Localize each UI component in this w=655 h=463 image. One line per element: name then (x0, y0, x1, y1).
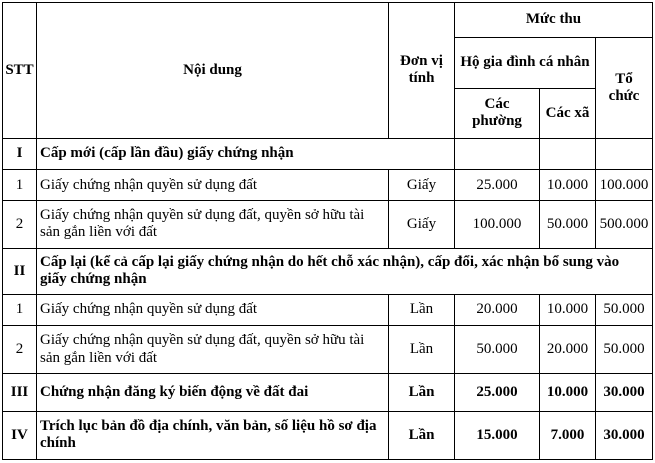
row-xa: 10.000 (540, 170, 596, 201)
row-phuong: 25.000 (455, 374, 540, 411)
row-unit: Lần (389, 411, 455, 459)
header-don-vi-tinh: Đơn vị tính (389, 3, 455, 139)
row-xa: 50.000 (540, 201, 596, 248)
row-phuong: 100.000 (455, 201, 540, 248)
section-stt: IV (3, 411, 37, 459)
header-cac-xa: Các xã (540, 88, 596, 138)
table-row (3, 170, 653, 201)
row-stt: 1 (3, 170, 37, 201)
section-stt: II (3, 248, 37, 294)
empty-cell (540, 138, 596, 169)
empty-cell (596, 138, 653, 169)
row-xa: 7.000 (540, 411, 596, 459)
row-to-chuc: 50.000 (596, 294, 653, 325)
row-content: Trích lục bản đồ địa chính, văn bản, số liệu hồ sơ địa chính (37, 411, 389, 459)
row-content: Giấy chứng nhận quyền sử dụng đất, quyền sở hữu tài sản gắn liền với đất (37, 326, 389, 374)
row-to-chuc: 30.000 (596, 374, 653, 411)
row-to-chuc: 100.000 (596, 170, 653, 201)
row-phuong: 20.000 (455, 294, 540, 325)
row-unit: Lần (389, 294, 455, 325)
header-noi-dung: Nội dung (37, 3, 389, 139)
row-to-chuc: 30.000 (596, 411, 653, 459)
row-content: Chứng nhận đăng ký biến động về đất đai (37, 374, 389, 411)
header-to-chuc: Tổ chức (596, 38, 653, 139)
row-unit: Giấy (389, 201, 455, 248)
row-xa: 20.000 (540, 326, 596, 374)
header-stt: STT (3, 3, 37, 139)
header-row-1 (3, 3, 653, 38)
row-unit: Giấy (389, 170, 455, 201)
row-content: Giấy chứng nhận quyền sử dụng đất, quyền sở hữu tài sản gắn liền với đất (37, 201, 389, 248)
row-stt: 1 (3, 294, 37, 325)
section-row-II (3, 248, 653, 294)
row-xa: 10.000 (540, 374, 596, 411)
row-phuong: 50.000 (455, 326, 540, 374)
table-row (3, 201, 653, 248)
row-to-chuc: 500.000 (596, 201, 653, 248)
row-content: Giấy chứng nhận quyền sử dụng đất (37, 294, 389, 325)
row-unit: Lần (389, 374, 455, 411)
row-unit: Lần (389, 326, 455, 374)
section-row-III (3, 374, 653, 411)
row-phuong: 15.000 (455, 411, 540, 459)
row-xa: 10.000 (540, 294, 596, 325)
row-to-chuc: 50.000 (596, 326, 653, 374)
section-title: Cấp mới (cấp lần đầu) giấy chứng nhận (37, 138, 455, 169)
row-content: Giấy chứng nhận quyền sử dụng đất (37, 170, 389, 201)
table-row (3, 294, 653, 325)
header-muc-thu: Mức thu (455, 3, 653, 38)
row-stt: 2 (3, 201, 37, 248)
section-row-I (3, 138, 653, 169)
header-ho-gia-dinh: Hộ gia đình cá nhân (455, 38, 596, 88)
section-stt: III (3, 374, 37, 411)
table-row (3, 326, 653, 374)
empty-cell (455, 138, 540, 169)
section-title: Cấp lại (kể cả cấp lại giấy chứng nhận do hết chỗ xác nhận), cấp đổi, xác nhận bổ sung vào giấy chứng nhận (37, 248, 653, 294)
section-stt: I (3, 138, 37, 169)
fee-table (2, 2, 653, 460)
row-stt: 2 (3, 326, 37, 374)
row-phuong: 25.000 (455, 170, 540, 201)
section-row-IV (3, 411, 653, 459)
header-cac-phuong: Các phường (455, 88, 540, 138)
